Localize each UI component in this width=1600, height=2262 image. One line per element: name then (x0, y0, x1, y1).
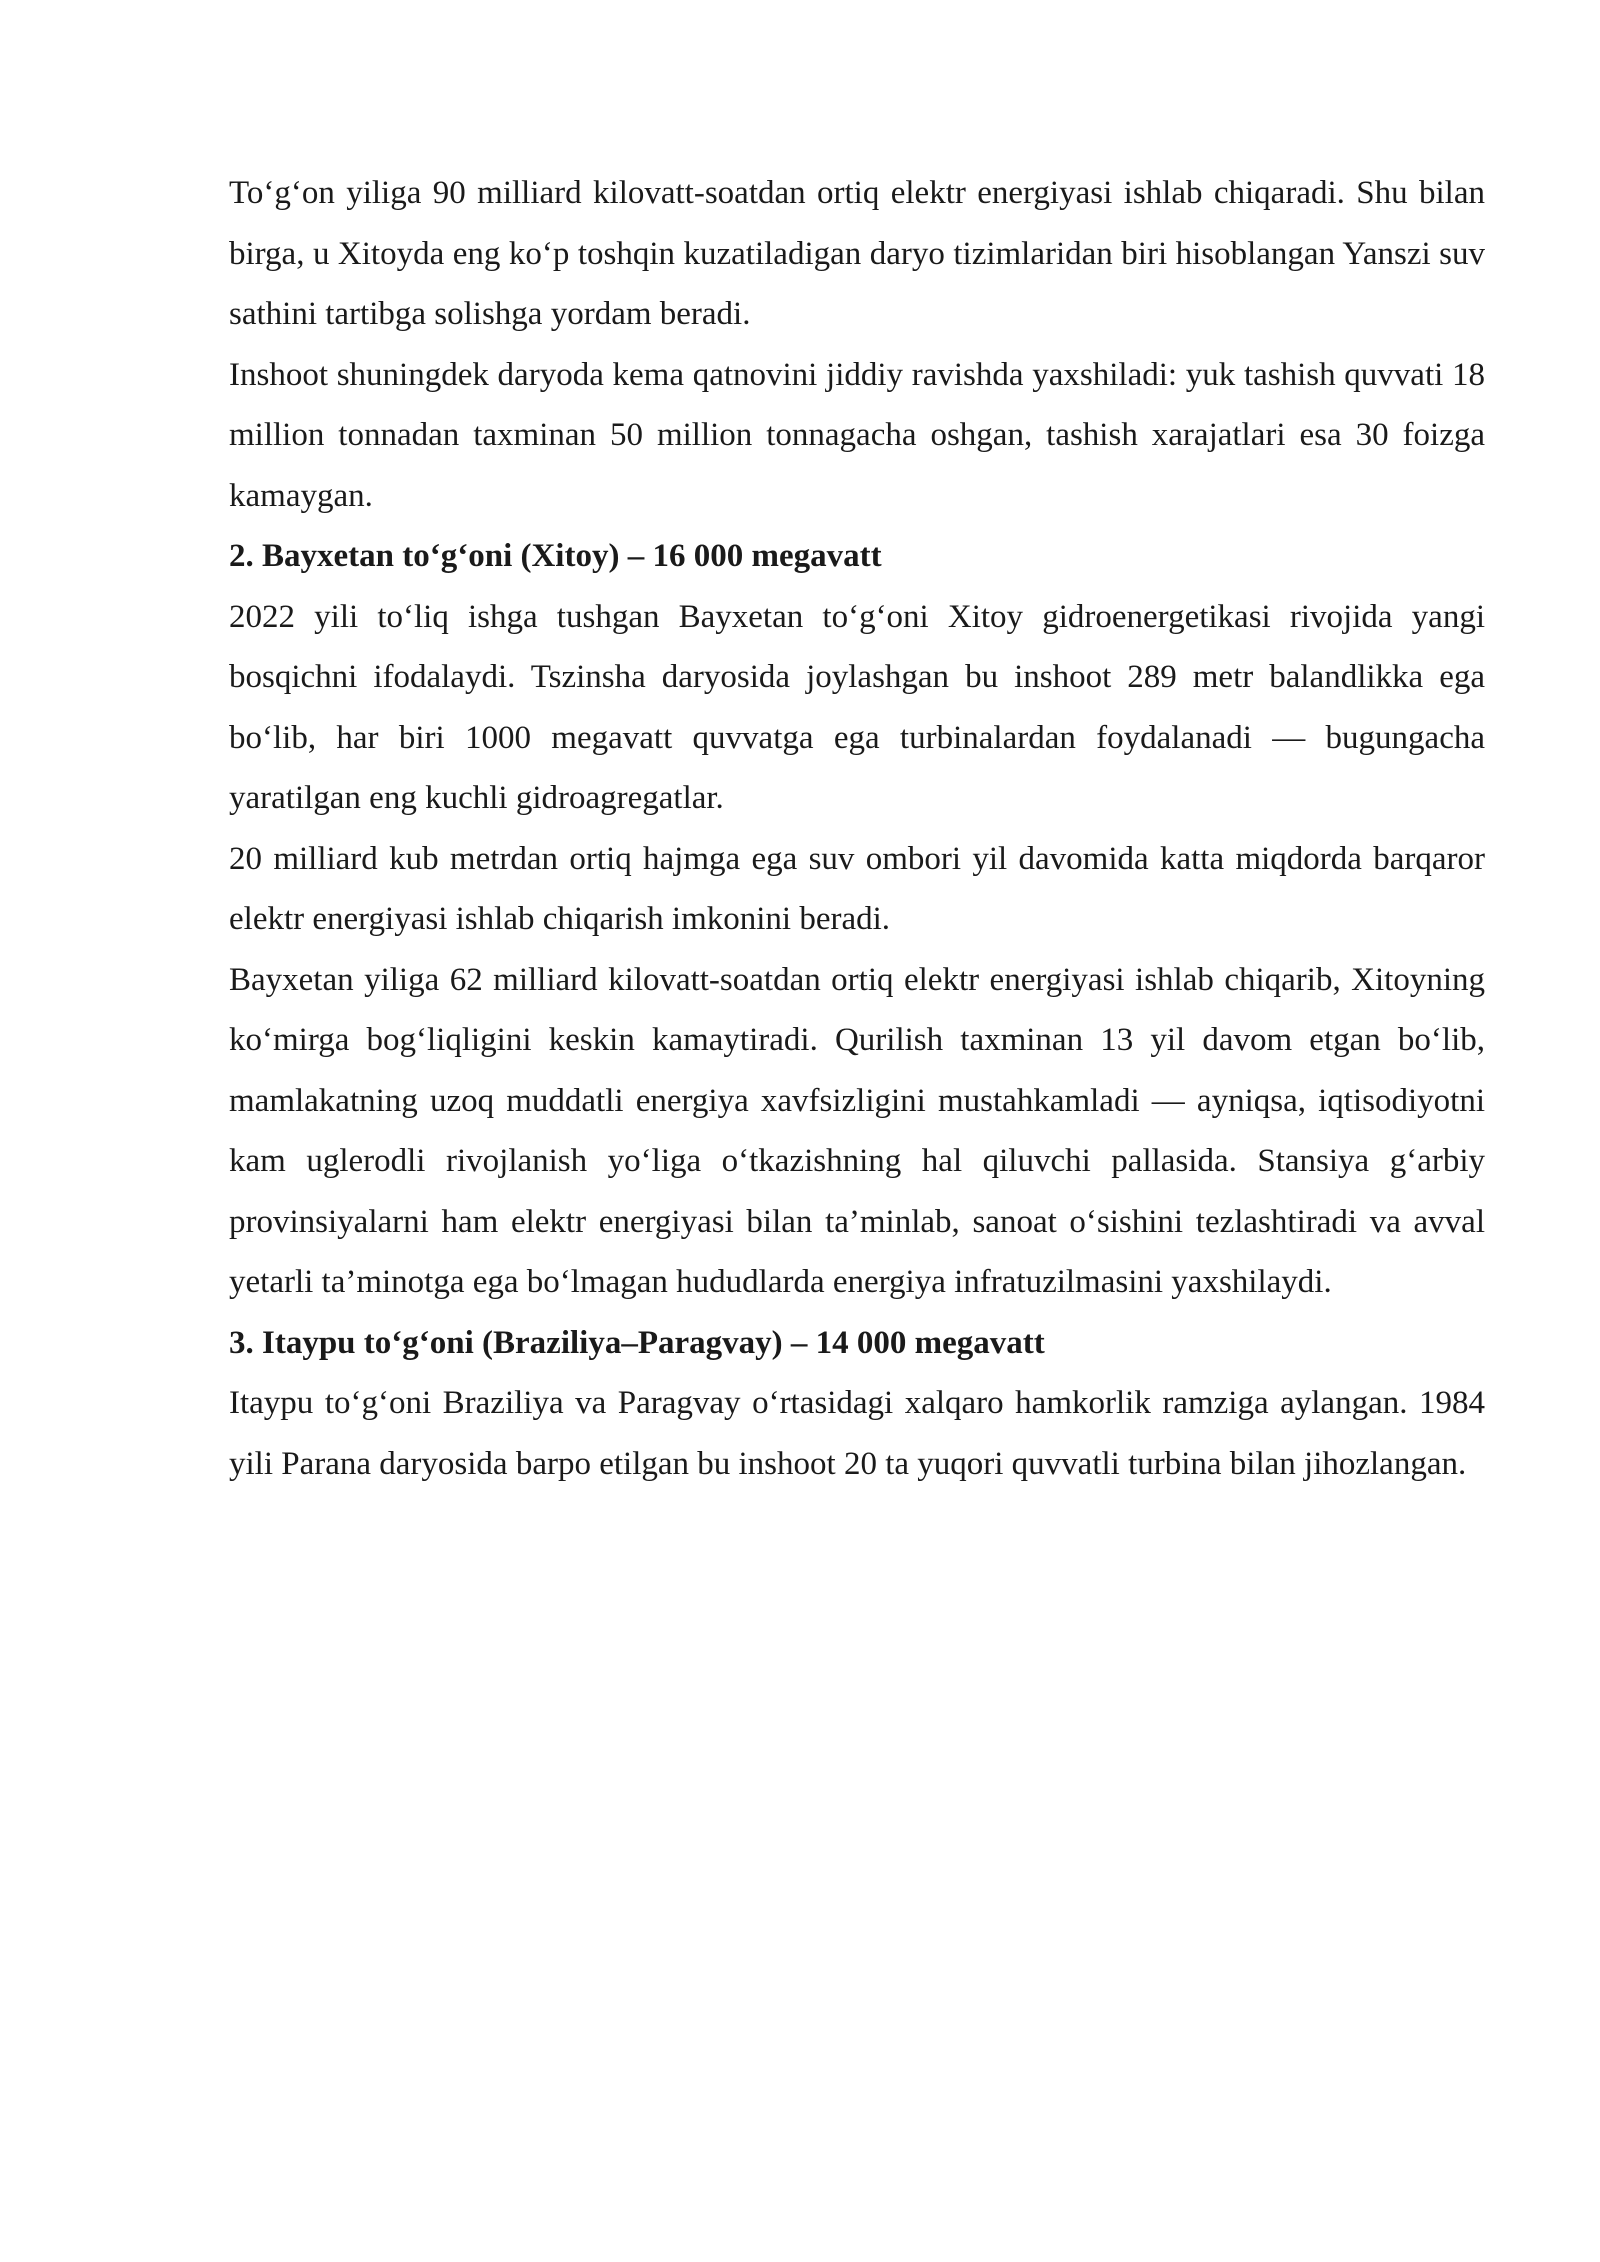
paragraph-dam-output: To‘g‘on yiliga 90 milliard kilovatt-soatdan ortiq elektr energiyasi ishlab chiqaradi. Shu bilan birga, u Xitoyda eng ko‘p toshqin kuzatiladigan daryo tizimlaridan biri hisoblangan Yanszi suv sathini tartibga solishga yordam beradi. (229, 175, 1485, 332)
document-body (229, 163, 1485, 1494)
section-heading-baihetan: 2. Bayxetan to‘g‘oni (Xitoy) – 16 000 megavatt (229, 538, 882, 574)
paragraph-baihetan-reservoir: 20 milliard kub metrdan ortiq hajmga ega suv ombori yil davomida katta miqdorda barqaror elektr energiyasi ishlab chiqarish imkonini beradi. (229, 840, 1485, 937)
paragraph-baihetan-intro: 2022 yili to‘liq ishga tushgan Bayxetan to‘g‘oni Xitoy gidroenergetikasi rivojida yangi bosqichni ifodalaydi. Tszinsha daryosida joylashgan bu inshoot 289 metr balandlikka ega bo‘lib, har biri 1000 megavatt quvvatga ega turbinalardan foydalanadi — bugungacha yaratilgan eng kuchli gidroagregatlar. (229, 598, 1485, 816)
paragraph-navigation: Inshoot shuningdek daryoda kema qatnovini jiddiy ravishda yaxshiladi: yuk tashish quvvati 18 million tonnadan taxminan 50 million tonnagacha oshgan, tashish xarajatlari esa 30 foizga kamaygan. (229, 356, 1485, 514)
paragraph-baihetan-impact: Bayxetan yiliga 62 milliard kilovatt-soatdan ortiq elektr energiyasi ishlab chiqarib, Xitoyning ko‘mirga bog‘liqligini keskin kamaytiradi. Qurilish taxminan 13 yil davom etgan bo‘lib, mamlakatning uzoq muddatli energiya xavfsizligini mustahkamladi — ayniqsa, iqtisodiyotni kam uglerodli rivojlanish yo‘liga o‘tkazishning hal qiluvchi pallasida. Stansiya g‘arbiy provinsiyalarni ham elektr energiyasi bilan ta’minlab, sanoat o‘sishini tezlashtiradi va avval yetarli ta’minotga ega bo‘lmagan hududlarda energiya infratuzilmasini yaxshilaydi. (229, 961, 1485, 1300)
section-heading-itaipu: 3. Itaypu to‘g‘oni (Braziliya–Paragvay) – 14 000 megavatt (229, 1324, 1045, 1361)
paragraph-itaipu-intro: Itaypu to‘g‘oni Braziliya va Paragvay o‘rtasidagi xalqaro hamkorlik ramziga aylangan. 1984 yili Parana daryosida barpo etilgan bu inshoot 20 ta yuqori quvvatli turbina bilan jihozlangan. (229, 1385, 1485, 1482)
